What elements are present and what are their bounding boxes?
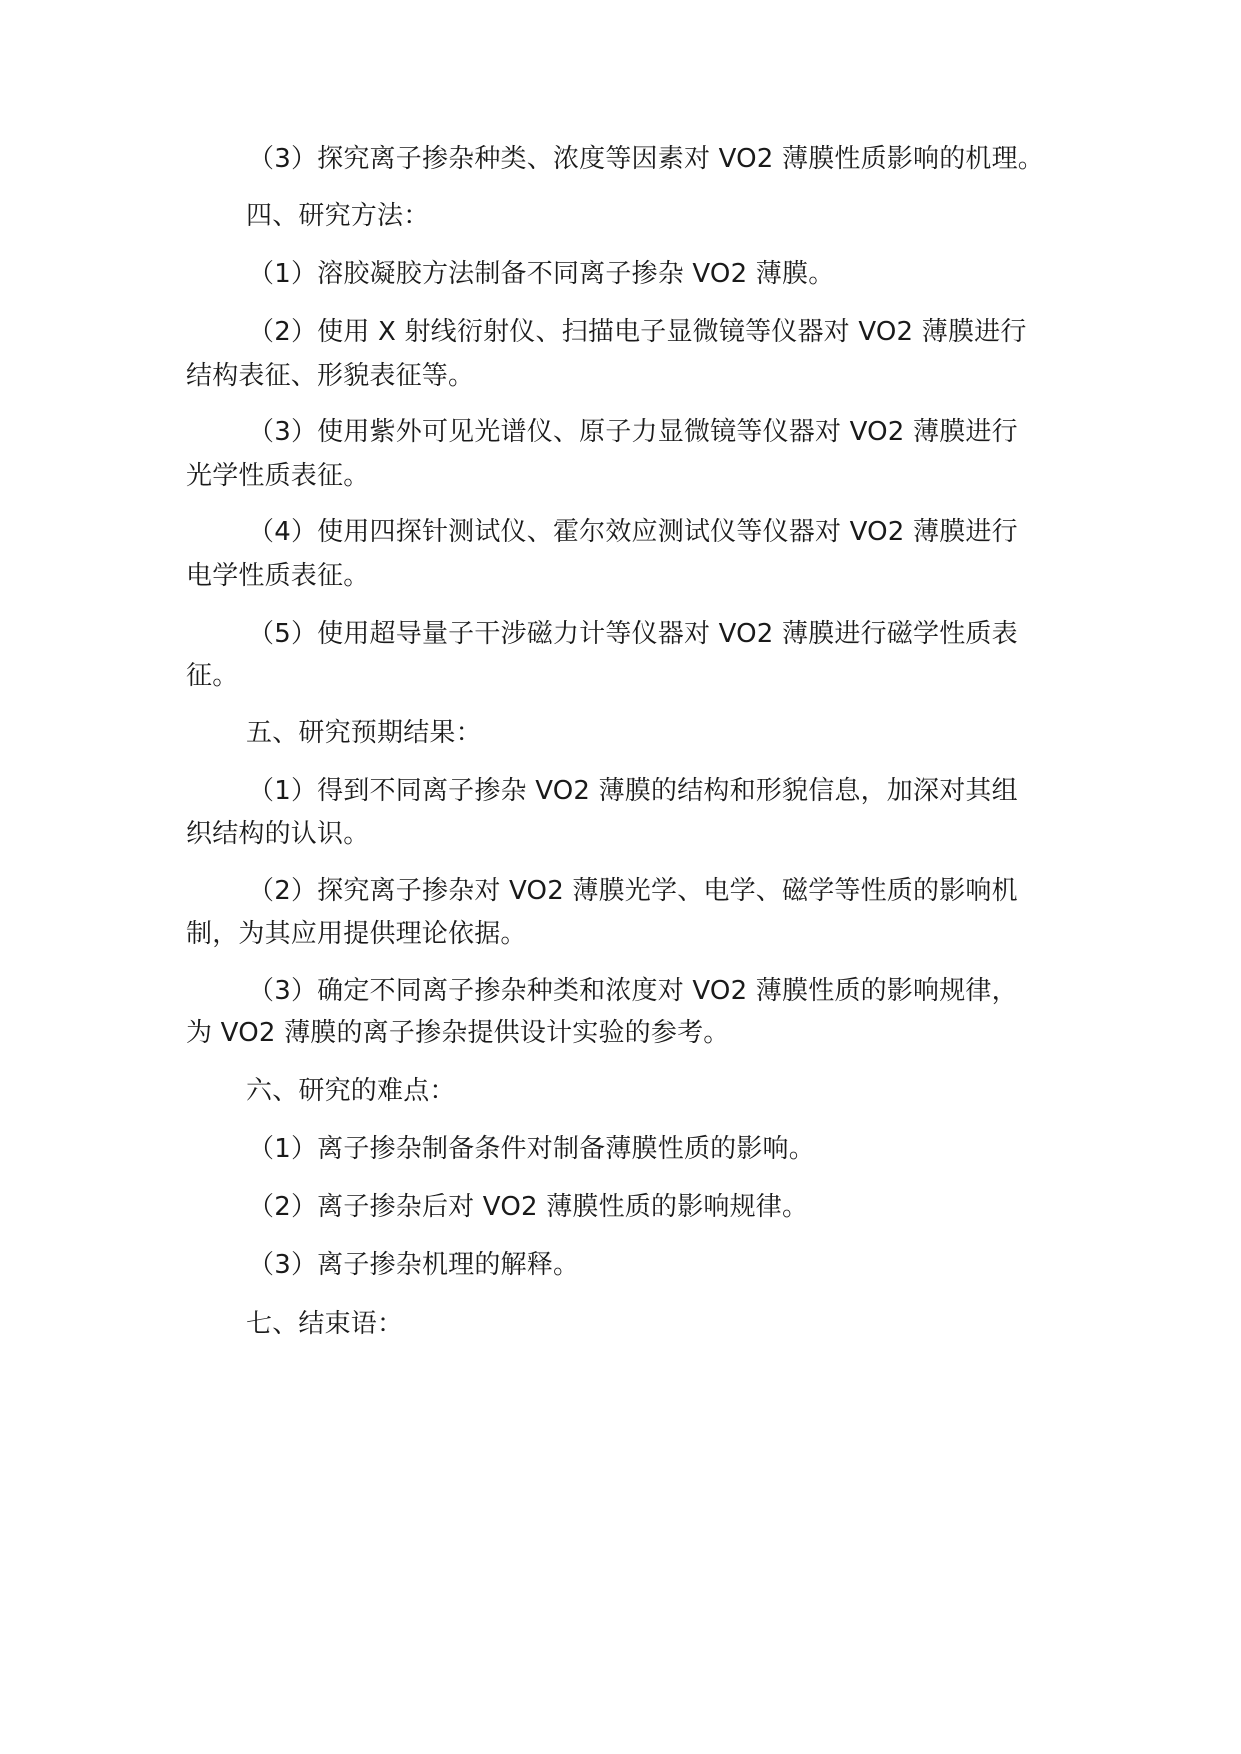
- method-item-2-continued: 结构表征、形貌表征等。: [186, 361, 475, 391]
- section-heading-expected-results: 五、研究预期结果：: [246, 718, 482, 748]
- difficulty-item-3: （3）离子掺杂机理的解释。: [248, 1250, 580, 1280]
- method-item-4-continued: 电学性质表征。: [186, 561, 370, 591]
- method-item-3-continued: 光学性质表征。: [186, 461, 370, 491]
- result-item-1: （1）得到不同离子掺杂 VO2 薄膜的结构和形貌信息，加深对其组: [248, 776, 1018, 806]
- method-item-5-continued: 征。: [186, 661, 239, 691]
- result-item-3-continued: 为 VO2 薄膜的离子掺杂提供设计实验的参考。: [186, 1018, 730, 1048]
- difficulty-item-2: （2）离子掺杂后对 VO2 薄膜性质的影响规律。: [248, 1192, 809, 1222]
- section-heading-conclusion: 七、结束语：: [246, 1309, 404, 1339]
- result-item-2-continued: 制，为其应用提供理论依据。: [186, 919, 527, 949]
- method-item-3: （3）使用紫外可见光谱仪、原子力显微镜等仪器对 VO2 薄膜进行: [248, 417, 1018, 447]
- result-item-3: （3）确定不同离子掺杂种类和浓度对 VO2 薄膜性质的影响规律，: [248, 976, 1018, 1006]
- method-item-5: （5）使用超导量子干涉磁力计等仪器对 VO2 薄膜进行磁学性质表: [248, 619, 1018, 649]
- method-item-4: （4）使用四探针测试仪、霍尔效应测试仪等仪器对 VO2 薄膜进行: [248, 517, 1018, 547]
- section-heading-difficulties: 六、研究的难点：: [246, 1076, 456, 1106]
- result-item-2: （2）探究离子掺杂对 VO2 薄膜光学、电学、磁学等性质的影响机: [248, 876, 1018, 906]
- difficulty-item-1: （1）离子掺杂制备条件对制备薄膜性质的影响。: [248, 1134, 815, 1164]
- result-item-1-continued: 织结构的认识。: [186, 819, 370, 849]
- method-item-1: （1）溶胶凝胶方法制备不同离子掺杂 VO2 薄膜。: [248, 259, 835, 289]
- method-item-2: （2）使用 X 射线衍射仪、扫描电子显微镜等仪器对 VO2 薄膜进行: [248, 317, 1027, 347]
- section-heading-methods: 四、研究方法：: [246, 201, 430, 231]
- paragraph-objective-3: （3）探究离子掺杂种类、浓度等因素对 VO2 薄膜性质影响的机理。: [248, 144, 1045, 174]
